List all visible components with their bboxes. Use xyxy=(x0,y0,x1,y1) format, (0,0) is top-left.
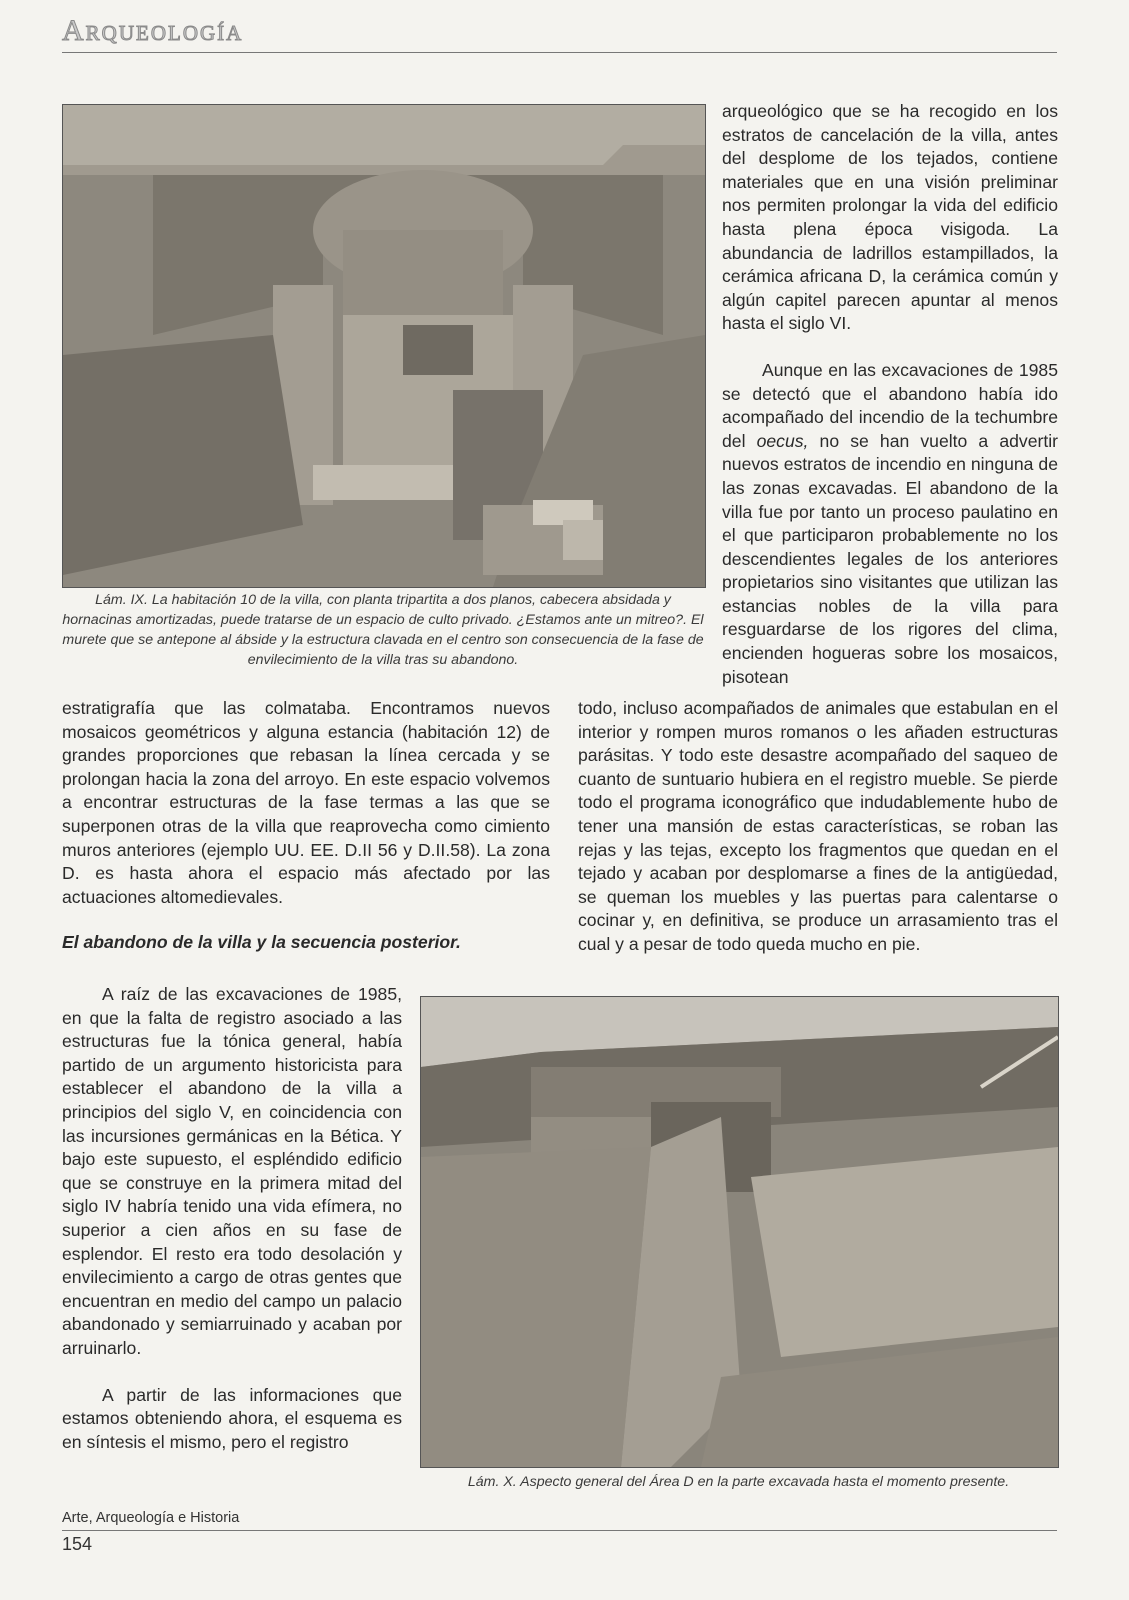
footer-journal: Arte, Arqueología e Historia xyxy=(62,1510,240,1526)
page-number: 154 xyxy=(62,1534,93,1554)
paragraph-text: no se han vuelto a advertir nuevos estratos de incendio en ninguna de las zonas excavadas. El abandono de la villa fue por tanto un proceso paulatino en el que participaron probablemente no los descendientes legales de los anteriores propietarios sino visitantes que utilizan las estancias nobles de la villa para resguardarse de los rigores del clima, encienden hogueras sobre los mosaicos, pisotean xyxy=(722,430,1058,687)
paragraph: todo, incluso acompañados de animales que estabulan en el interior y rompen muros romanos o les añaden estructuras parásitas. Y todo este desastre acompañado del saqueo de cuanto de suntuario hubiera en el registro mueble. Se pierde todo el programa iconográfico que indudablemente hubo de tener una mansión de estas características, se roban las rejas y las tejas, excepto los fragmentos que quedan en el tejado y acaban por desplomarse a fines de la antigüedad, se queman los muebles y las puertas para calentarse o cocinar y, en definitiva, se produce un arrasamiento tras el cual y a pesar de todo queda mucho en pie. xyxy=(578,698,1058,954)
paragraph: estratigrafía que las colmataba. Encontramos nuevos mosaicos geométricos y alguna estancia (habitación 12) de grandes proporciones que rebasan la línea cercada y se prolongan hacia la zona del arroyo. En este espacio volvemos a encontrar estructuras de la fase termas a las que se superponen otras de la villa que reaprovecha como cimiento muros anteriores (ejemplo UU. EE. D.II 56 y D.II.58). La zona D. es hasta ahora el espacio más afectado por las actuaciones altomedievales. xyxy=(62,698,550,907)
paragraph xyxy=(722,359,1058,689)
section-heading: El abandono de la villa y la secuencia posterior. xyxy=(62,932,461,953)
paragraph: A raíz de las excavaciones de 1985, en que la falta de registro asociado a las estructuras fue la tónica general, había partido de un argumento historicista para establecer el abandono de la villa a principios del siglo V, en coincidencia con las incursiones germánicas en la Bética. Y bajo este supuesto, el espléndido edificio que se construye en la primera mitad del siglo IV habría tenido una vida efímera, no superior a cien años en su fase de esplendor. El resto era todo desolación y envilecimiento a cargo de otras gentes que encuentran en medio del campo un palacio abandonado y semiarruinado y acaban por arruinarlo. xyxy=(62,984,402,1358)
emphasis-oecus: oecus, xyxy=(756,430,809,451)
figure-lam-x xyxy=(420,996,1059,1468)
paragraph-text: Aunque en las excavaciones de 1985 se detectó que el abandono había ido acompañado del incendio de la techumbre del xyxy=(722,359,1058,451)
left-column-middle xyxy=(62,697,550,953)
excavation-photo-room-10 xyxy=(63,105,705,587)
right-column-continuation xyxy=(578,697,1058,957)
paragraph: A partir de las informaciones que estamos obteniendo ahora, el esquema es en síntesis el mismo, pero el registro xyxy=(62,1384,402,1452)
figure-lam-ix-caption: Lám. IX. La habitación 10 de la villa, con planta tripartita a dos planos, cabecera absidada y hornacinas amortizadas, puede tratarse de un espacio de culto privado. ¿Estamos ante un mitreo?. El murete que se antepone al ábside y la estructura clavada en el centro son consecuencia de la fase de envilecimiento de la villa tras su abandono. xyxy=(62,592,704,668)
header-rule xyxy=(62,52,1057,53)
footer-rule xyxy=(62,1530,1057,1531)
running-header: Arqueología xyxy=(62,14,244,47)
paragraph: arqueológico que se ha recogido en los estratos de cancelación de la villa, antes del desplome de los tejados, contiene materiales que en una visión preliminar nos permiten prolongar la vida del edificio hasta plena época visigoda. La abundancia de ladrillos estampillados, la cerámica africana D, la cerámica común y algún capitel parecen apuntar al menos hasta el siglo VI. xyxy=(722,101,1058,334)
figure-lam-ix xyxy=(62,104,706,588)
figure-lam-x-caption: Lám. X. Aspecto general del Área D en la parte excavada hasta el momento presente. xyxy=(467,1474,1010,1490)
left-column-bottom xyxy=(62,983,402,1454)
right-column-top xyxy=(722,100,1058,689)
excavation-photo-area-d xyxy=(421,997,1058,1467)
